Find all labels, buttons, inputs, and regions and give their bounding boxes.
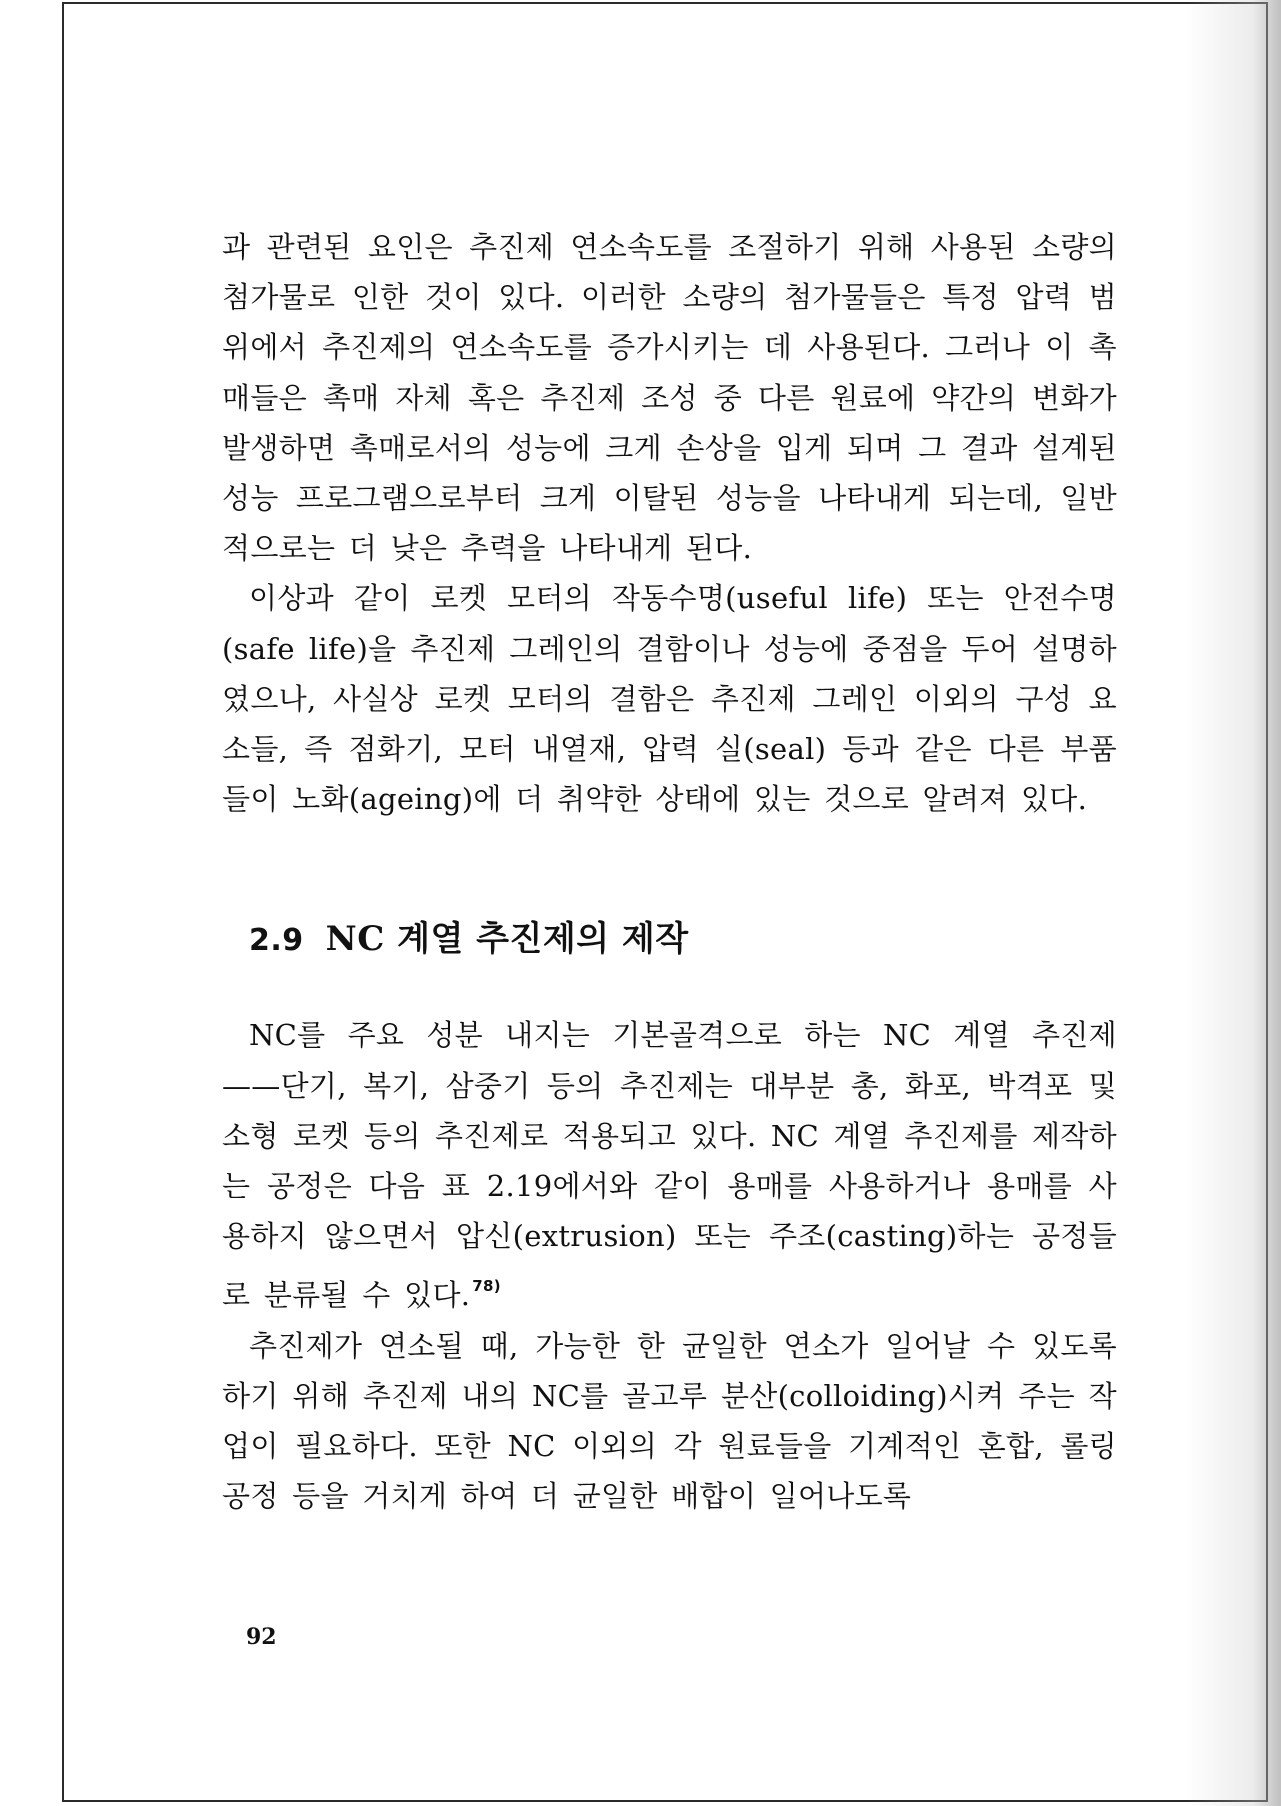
- paragraph-colloiding: 추진제가 연소될 때, 가능한 한 균일한 연소가 일어날 수 있도록 하기 위해 추진제 내의 NC를 골고루 분산(colloiding)시켜 주는 작업이 필요하다. 또한 NC 이외의 각 원료들을 기계적인 혼합, 롤링 공정 등을 거치게 하여 더 균일한 배합이 일어나도록: [222, 1328, 1117, 1514]
- section-heading: [249, 914, 1117, 966]
- paragraph-motor-life: 이상과 같이 로켓 모터의 작동수명(useful life) 또는 안전수명(safe life)을 추진제 그레인의 결함이나 성능에 중점을 두어 설명하였으나, 사실상 로켓 모터의 결함은 추진제 그레인 이외의 구성 요소들, 즉 점화기, 모터 내열재, 압력 실(seal) 등과 같은 다른 부품들이 노화(ageing)에 더 취약한 상태에 있는 것으로 알려져 있다.: [222, 581, 1117, 817]
- page-body: [222, 222, 1117, 1521]
- footnote-reference: 78): [472, 1277, 501, 1296]
- page-number: 92: [246, 1624, 277, 1650]
- paragraph-catalyst-effects: 과 관련된 요인은 추진제 연소속도를 조절하기 위해 사용된 소량의 첨가물로 인한 것이 있다. 이러한 소량의 첨가물들은 특정 압력 범위에서 추진제의 연소속도를 증가시키는 데 사용된다. 그러나 이 촉매들은 촉매 자체 혹은 추진제 조성 중 다른 원료에 약간의 변화가 발생하면 촉매로서의 성능에 크게 손상을 입게 되며 그 결과 설계된 성능 프로그램으로부터 크게 이탈된 성능을 나타내게 되는데, 일반적으로는 더 낮은 추력을 나타내게 된다.: [222, 230, 1117, 566]
- paragraph-nc-propellants-text: NC를 주요 성분 내지는 기본골격으로 하는 NC 계열 추진제 ——단기, 복기, 삼중기 등의 추진제는 대부분 총, 화포, 박격포 및 소형 로켓 등의 추진제로 적용되고 있다. NC 계열 추진제를 제작하는 공정은 다음 표 2.19에서와 같이 용매를 사용하거나 용매를 사용하지 않으면서 압신(extrusion) 또는 주조(casting)하는 공정들로 분류될 수 있다.: [222, 1018, 1117, 1313]
- section-number: 2.9: [249, 923, 304, 959]
- section-title: NC 계열 추진제의 제작: [325, 919, 689, 960]
- paragraph-nc-propellants: [222, 1010, 1117, 1320]
